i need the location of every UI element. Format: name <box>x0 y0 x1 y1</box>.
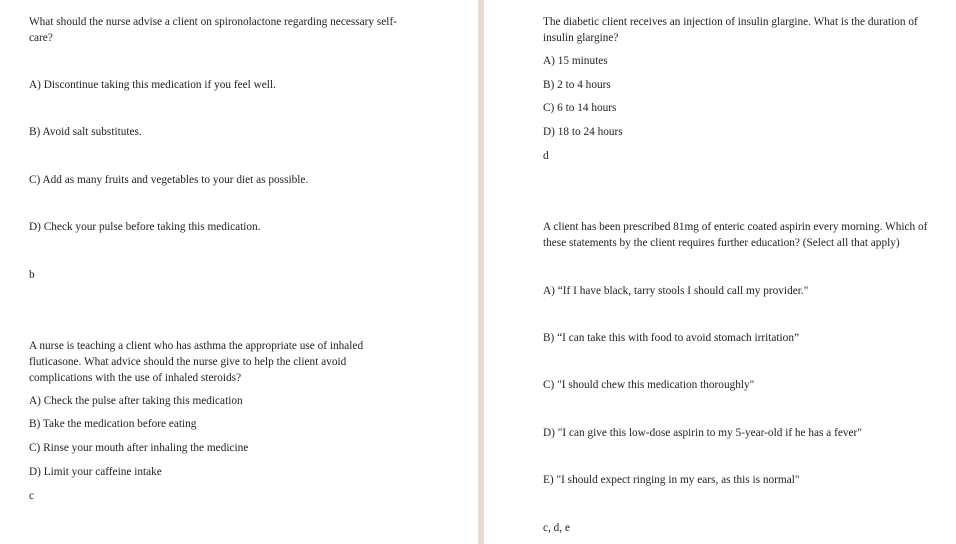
question-3-answer: d <box>543 150 549 162</box>
question-3-option-c: C) 6 to 14 hours <box>543 102 617 114</box>
question-4-option-c: C) "I should chew this medication thoroughly" <box>543 379 755 391</box>
question-3-option-b: B) 2 to 4 hours <box>543 79 611 91</box>
question-3-option-a: A) 15 minutes <box>543 55 608 67</box>
question-1-option-b: B) Avoid salt substitutes. <box>29 126 142 138</box>
right-page <box>484 0 956 544</box>
question-4-option-e: E) "I should expect ringing in my ears, as this is normal" <box>543 474 800 486</box>
question-2-option-a: A) Check the pulse after taking this medication <box>29 395 243 407</box>
question-3-option-d: D) 18 to 24 hours <box>543 126 623 138</box>
question-2-answer: c <box>29 490 35 502</box>
question-4-option-d: D) "I can give this low-dose aspirin to my 5-year-old if he has a fever" <box>543 427 862 439</box>
question-4-option-b: B) “I can take this with food to avoid stomach irritation” <box>543 332 799 344</box>
question-1-option-c: C) Add as many fruits and vegetables to your diet as possible. <box>29 174 309 186</box>
question-2-option-c: C) Rinse your mouth after inhaling the medicine <box>29 442 249 454</box>
question-2-text: A nurse is teaching a client who has asthma the appropriate use of inhaled fluticasone. What advice should the nurse give to help the client avoid complications with the use of inhaled steroids? <box>29 340 364 384</box>
question-1-option-d: D) Check your pulse before taking this medication. <box>29 221 261 233</box>
question-2-option-d: D) Limit your caffeine intake <box>29 466 162 478</box>
question-4-option-a: A) “If I have black, tarry stools I should call my provider." <box>543 285 809 297</box>
question-3-text: The diabetic client receives an injection of insulin glargine. What is the duration of insulin glargine? <box>543 16 918 44</box>
question-1-option-a: A) Discontinue taking this medication if you feel well. <box>29 79 276 91</box>
question-1-text: What should the nurse advise a client on spironolactone regarding necessary self-care? <box>29 16 397 44</box>
question-2-option-b: B) Take the medication before eating <box>29 418 197 430</box>
question-4-text: A client has been prescribed 81mg of enteric coated aspirin every morning. Which of these statements by the client requires further education? (Select all that apply) <box>543 221 928 249</box>
question-4-answer: c, d, e <box>543 522 570 534</box>
question-1-answer: b <box>29 269 35 281</box>
